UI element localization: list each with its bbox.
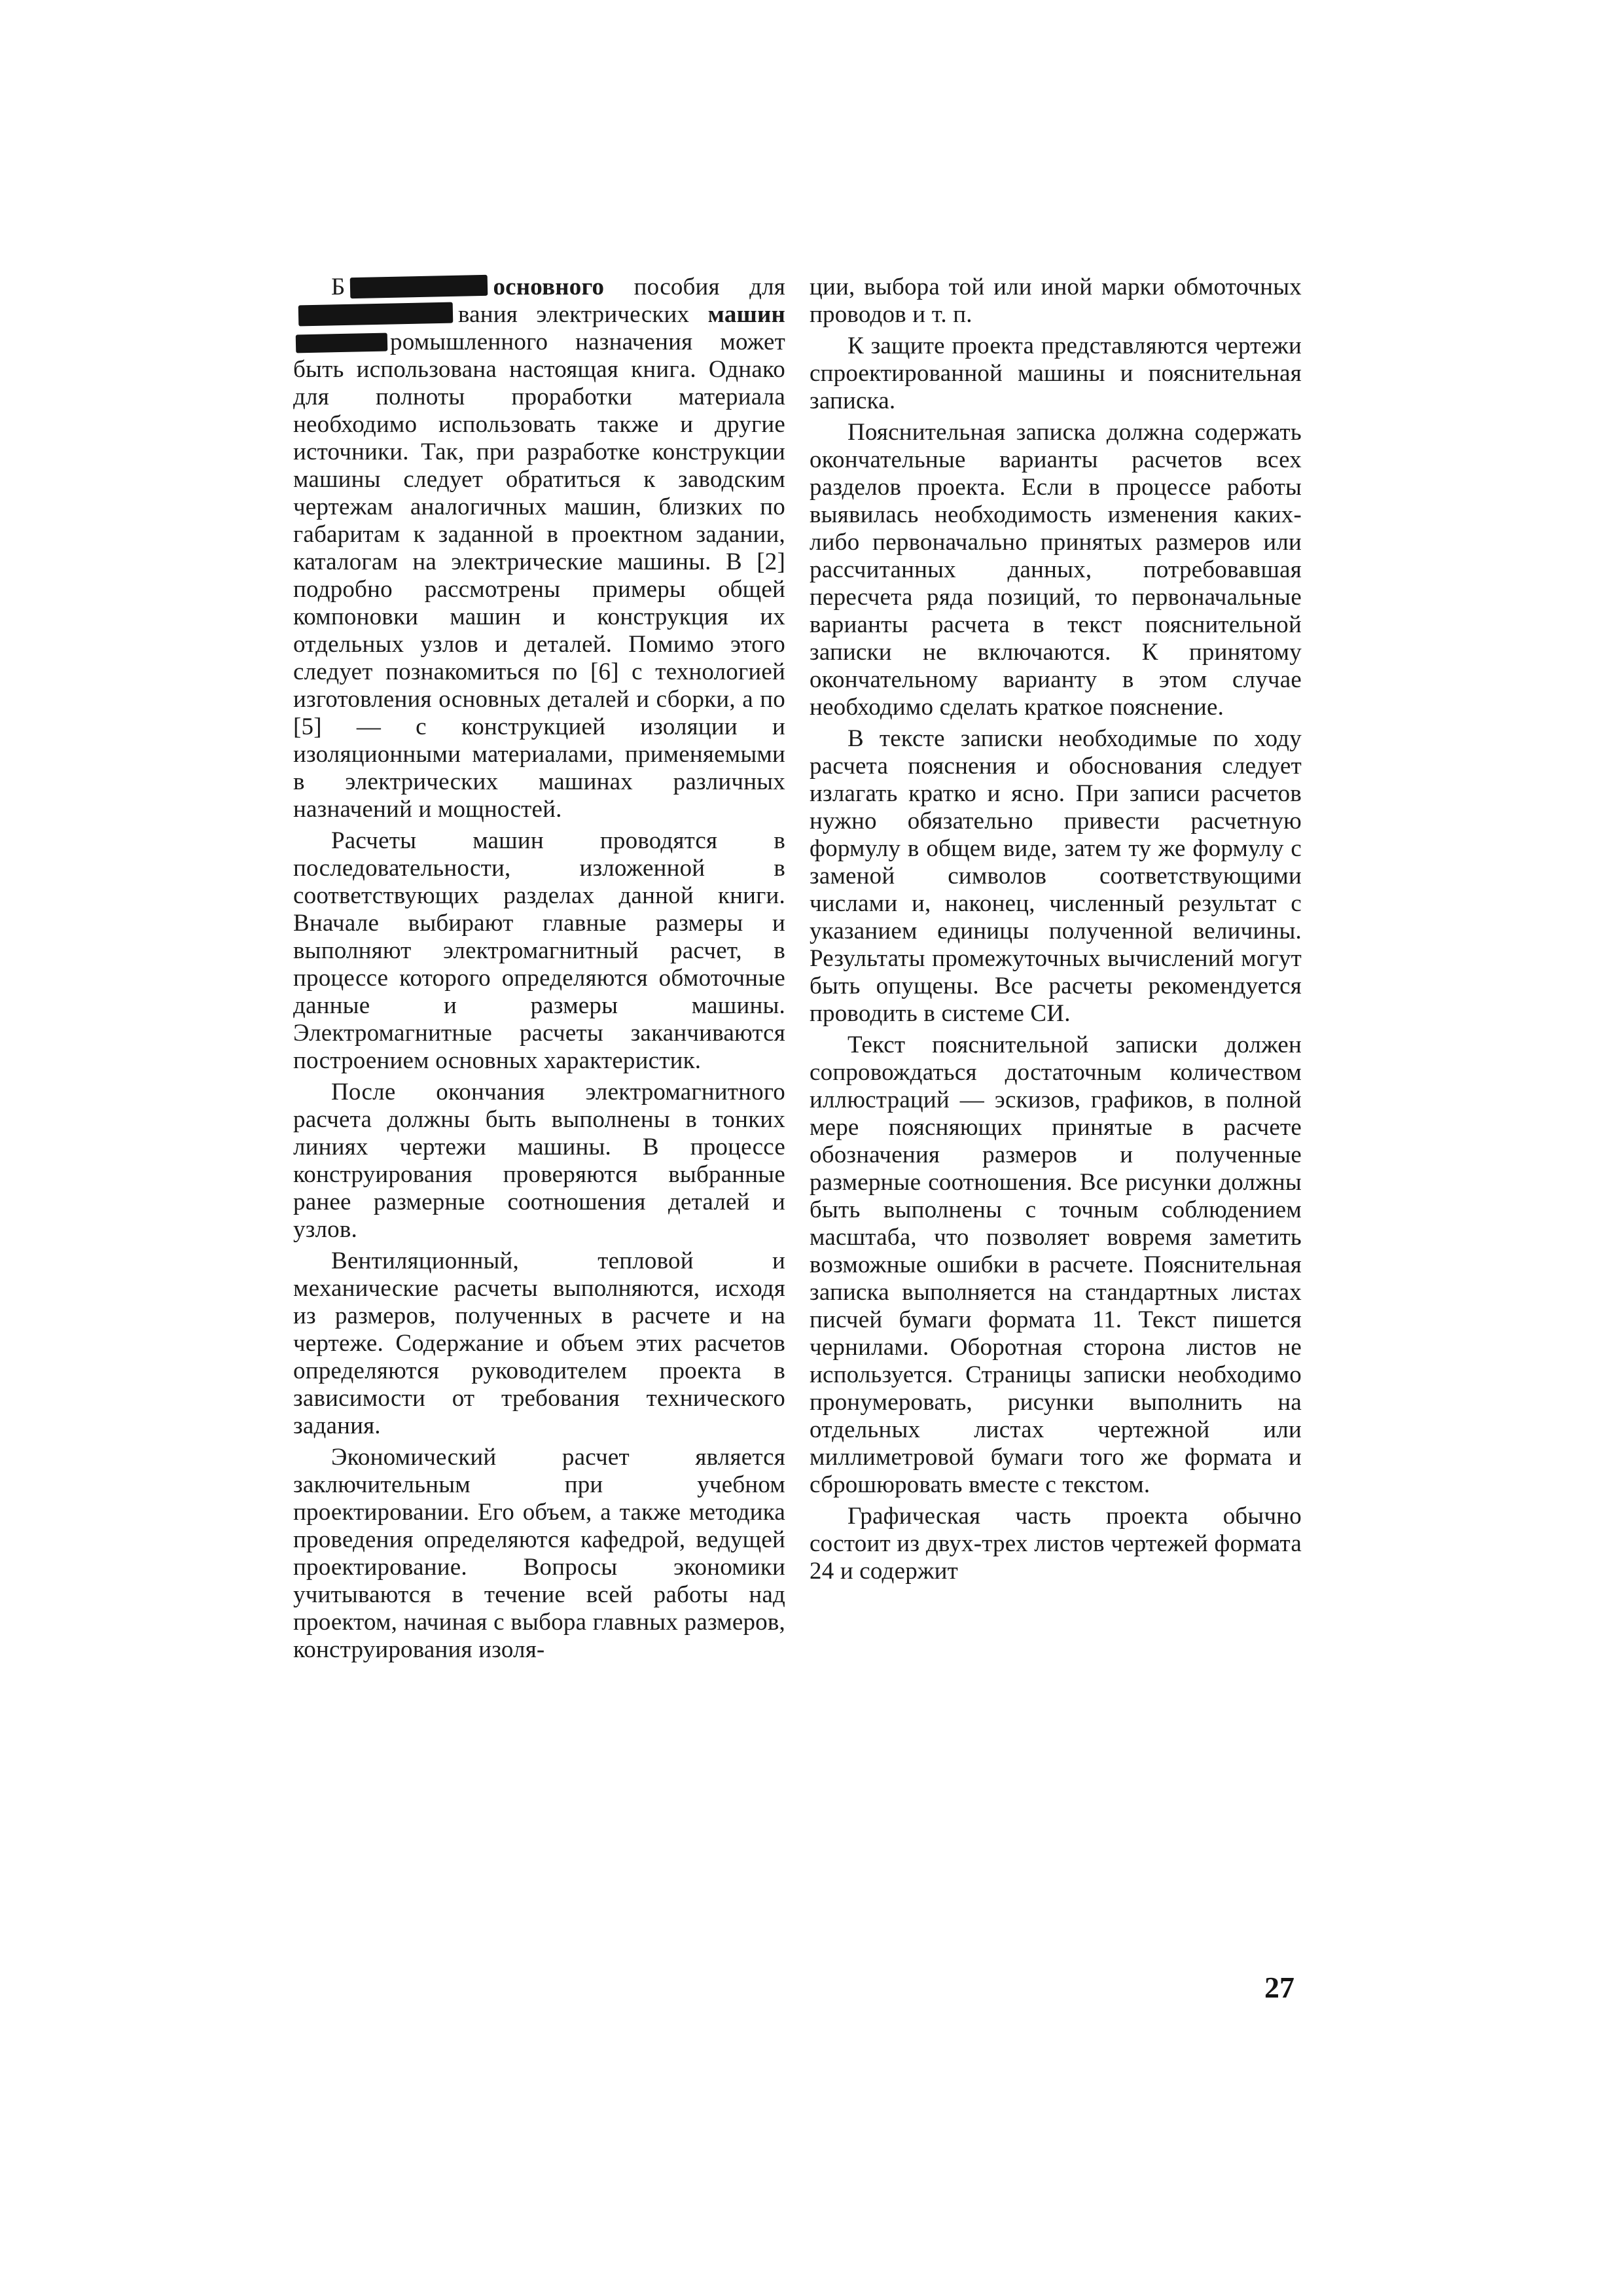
text-fragment: вания электрических [458, 301, 690, 328]
paragraph: В тексте записки необходимые по ходу расчета пояснения и обоснования следует излагать кратко и ясно. При записи расчетов нужно обязательно привести расчетную формулу в общем виде, затем ту же формулу с заменой символов соответствующими числами и, наконец, численный результат с указанием единицы полученной величины. Результаты промежуточных вычислений могут быть опущены. Все расчеты рекомендуется проводить в системе СИ. [810, 725, 1302, 1027]
page-number: 27 [1264, 1971, 1294, 2004]
paragraph: Вентиляционный, тепловой и механические расчеты выполняются, исходя из размеров, полученных в расчете и на чертеже. Содержание и объем этих расчетов определяются руководителем проекта в зависимости от требования технического задания. [293, 1247, 785, 1439]
paragraph: Графическая часть проекта обычно состоит из двух-трех листов чертежей формата 24 и содержит [810, 1503, 1302, 1585]
redaction-mark [298, 302, 454, 327]
paragraph: Экономический расчет является заключительным при учебном проектировании. Его объем, а также методика проведения определяются кафедрой, ведущей проектирование. Вопросы экономики учитываются в течение всей работы над проектом, начиная с выбора главных размеров, конструирования изоля- [293, 1444, 785, 1663]
paragraph: Пояснительная записка должна содержать окончательные варианты расчетов всех разделов проекта. Если в процессе работы выявилась необходимость изменения каких-либо первоначально принятых размеров или рассчитанных данных, потребовавшая пересчета ряда позиций, то первоначальные варианты расчета в текст пояснительной записки не включаются. К принятому окончательному варианту в этом случае необходимо сделать краткое пояснение. [810, 419, 1302, 721]
paragraph: Текст пояснительной записки должен сопровождаться достаточным количеством иллюстраций — эскизов, графиков, в полной мере поясняющих принятые в расчете обозначения размеров и полученные размерные соотношения. Все рисунки должны быть выполнены с точным соблюдением масштаба, что позволяет вовремя заметить возможные ошибки в расчете. Пояснительная записка выполняется на стандартных листах писчей бумаги формата 11. Текст пишется чернилами. Оборотная сторона листов не используется. Страницы записки необходимо пронумеровать, рисунки выполнить на отдельных листах чертежной или миллиметровой бумаги того же формата и сброшюровать вместе с текстом. [810, 1031, 1302, 1498]
text-fragment: основного [493, 274, 605, 300]
paragraph: К защите проекта представляются чертежи спроектированной машины и пояснительная записка. [810, 332, 1302, 414]
paragraph: После окончания электромагнитного расчета должны быть выполнены в тонких линиях чертежи машины. В процессе конструирования проверяются выбранные ранее размерные соотношения деталей и узлов. [293, 1079, 785, 1243]
paragraph: Расчеты машин проводятся в последовательности, изложенной в соответствующих разделах данной книги. Вначале выбирают главные размеры и выполняют электромагнитный расчет, в процессе которого определяются обмоточные данные и размеры машины. Электромагнитные расчеты заканчиваются построением основных характеристик. [293, 827, 785, 1074]
text-fragment: Б [331, 274, 346, 300]
right-text-column [810, 274, 1302, 1585]
redaction-mark [296, 333, 388, 353]
paragraph [293, 274, 785, 823]
redaction-mark [350, 275, 488, 298]
left-text-column [293, 274, 785, 1664]
paragraph: ции, выбора той или иной марки обмоточных проводов и т. п. [810, 274, 1302, 328]
text-fragment: пособия для [604, 274, 785, 300]
text-fragment: машин [707, 301, 785, 328]
text-fragment: ромышленного назначения может быть использована настоящая книга. Однако для полноты проработки материала необходимо использовать также и другие источники. Так, при разработке конструкции машины следует обратиться к заводским чертежам аналогичных машин, близких по габаритам к заданной в проектном задании, каталогам на электрические машины. В [2] подробно рассмотрены примеры общей компоновки машин и конструкция их отдельных узлов и деталей. Помимо этого следует познакомиться по [6] с технологией изготовления основных деталей и сборки, а по [5] — с конструкцией изоляции и изоляционными материалами, применяемыми в электрических машинах различных назначений и мощностей. [293, 329, 785, 823]
